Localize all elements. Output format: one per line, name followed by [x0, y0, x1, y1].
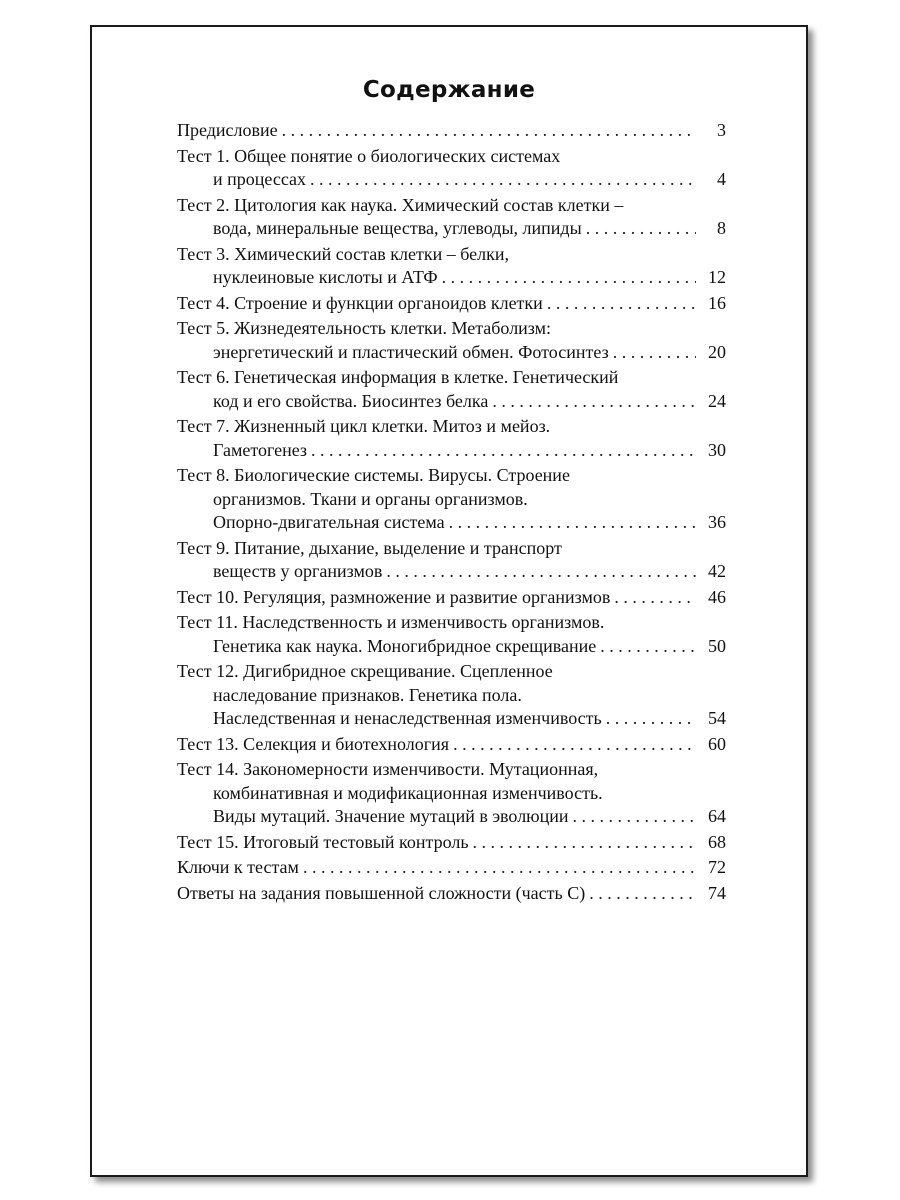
toc-entry-line [177, 537, 726, 561]
toc-entry-line [177, 292, 726, 316]
toc-page-number: 30 [708, 439, 726, 460]
toc-entry-line [177, 660, 726, 684]
toc-page-number: 16 [708, 292, 726, 313]
dot-leader [473, 831, 696, 855]
toc-entry [177, 856, 726, 880]
toc-entry-text: Тест 12. Дигибридное скрещивание. Сцепленное [177, 661, 553, 681]
toc-entry-continuation-line [177, 782, 726, 806]
toc-page-number: 4 [717, 169, 726, 189]
dot-leader [453, 733, 696, 757]
toc-entry [177, 660, 726, 731]
toc-page-number: 64 [708, 806, 726, 826]
toc-entry [177, 366, 726, 413]
toc-entry-continuation-line [177, 560, 726, 584]
toc-entry-line [177, 145, 726, 169]
toc-entry-continuation-line [177, 168, 726, 192]
dot-leader [311, 439, 696, 463]
dot-leader [589, 882, 696, 906]
toc-entry-line [177, 856, 726, 880]
toc-entry [177, 611, 726, 658]
toc-entry-text: вода, минеральные вещества, углеводы, липиды [213, 218, 582, 238]
toc-entry-text: и процессах [213, 169, 307, 189]
toc-entry-text: Наследственная и ненаследственная изменчивость [213, 708, 602, 728]
toc-entry-continuation-line [177, 439, 726, 463]
toc-entry-text: Тест 8. Биологические системы. Вирусы. Строение [177, 465, 570, 485]
toc-entry-line [177, 758, 726, 782]
toc-entry [177, 831, 726, 855]
dot-leader [442, 266, 696, 290]
toc-entry-line [177, 119, 726, 143]
toc-entry-line [177, 366, 726, 390]
book-page [90, 25, 808, 1177]
dot-leader [303, 856, 696, 880]
toc-entry-text: веществ у организмов [213, 561, 383, 581]
toc-entry-text: Виды мутаций. Значение мутаций в эволюции [213, 806, 569, 826]
toc-entry-text: Тест 3. Химический состав клетки – белки, [177, 243, 509, 264]
toc-page-number: 42 [708, 561, 726, 581]
toc-page-number: 20 [708, 341, 726, 362]
table-of-contents [177, 119, 726, 907]
toc-entry [177, 758, 726, 829]
toc-entry-continuation-line [177, 488, 726, 512]
toc-entry-text: Тест 11. Наследственность и изменчивость организмов. [177, 612, 605, 632]
dot-leader [449, 511, 696, 535]
toc-page-number: 74 [708, 882, 726, 903]
toc-entry [177, 733, 726, 757]
toc-entry-text: Генетика как наука. Моногибридное скрещивание [213, 635, 597, 656]
toc-entry [177, 415, 726, 462]
toc-entry-line [177, 733, 726, 757]
toc-entry-continuation-line [177, 511, 726, 535]
toc-entry-text: Тест 7. Жизненный цикл клетки. Митоз и мейоз. [177, 416, 551, 436]
dot-leader [586, 217, 696, 241]
toc-entry [177, 537, 726, 584]
toc-page-number: 50 [708, 635, 726, 656]
dot-leader [614, 586, 696, 610]
toc-entry-text: Тест 4. Строение и функции органоидов клетки [177, 292, 543, 313]
toc-entry-text: Предисловие [177, 120, 278, 140]
toc-entry-line [177, 882, 726, 906]
toc-entry-continuation-line [177, 635, 726, 659]
dot-leader [600, 635, 696, 659]
toc-page-number: 24 [708, 390, 726, 411]
toc-entry-text: Тест 5. Жизнедеятельность клетки. Метаболизм: [177, 318, 552, 338]
toc-entry-text: Тест 15. Итоговый тестовый контроль [177, 831, 469, 852]
dot-leader [310, 168, 696, 192]
toc-entry-line [177, 611, 726, 635]
toc-page-number: 12 [708, 267, 726, 287]
toc-entry-text: организмов. Ткани и органы организмов. [213, 488, 528, 509]
toc-entry [177, 145, 726, 192]
page-title: Содержание [362, 77, 536, 103]
toc-entry-text: Тест 14. Закономерности изменчивости. Мутационная, [177, 759, 599, 779]
toc-entry-text: Опорно-двигательная система [213, 512, 445, 532]
toc-entry-continuation-line [177, 266, 726, 290]
toc-entry [177, 292, 726, 316]
dot-leader [282, 119, 696, 143]
dot-leader [606, 707, 696, 731]
toc-entry-text: Ответы на задания повышенной сложности (часть С) [177, 882, 586, 903]
toc-entry [177, 882, 726, 906]
toc-entry-continuation-line [177, 390, 726, 414]
toc-entry-text: Тест 6. Генетическая информация в клетке. Генетический [177, 367, 619, 387]
toc-entry-line [177, 831, 726, 855]
toc-entry-continuation-line [177, 684, 726, 708]
dot-leader [613, 341, 696, 365]
toc-entry [177, 243, 726, 290]
dot-leader [386, 560, 696, 584]
toc-entry-text: комбинативная и модификационная изменчивость. [213, 782, 603, 803]
toc-entry-text: Тест 9. Питание, дыхание, выделение и транспорт [177, 537, 562, 558]
toc-entry-line [177, 464, 726, 488]
toc-entry-text: энергетический и пластический обмен. Фотосинтез [213, 341, 609, 362]
toc-entry-text: нуклеиновые кислоты и АТФ [213, 267, 438, 287]
toc-entry-line [177, 415, 726, 439]
toc-entry-text: Тест 2. Цитология как наука. Химический состав клетки – [177, 194, 624, 215]
toc-entry-continuation-line [177, 341, 726, 365]
toc-entry [177, 317, 726, 364]
toc-entry-line [177, 586, 726, 610]
toc-entry [177, 586, 726, 610]
toc-entry [177, 119, 726, 143]
toc-entry-text: код и его свойства. Биосинтез белка [213, 390, 489, 411]
toc-entry-continuation-line [177, 217, 726, 241]
toc-entry-continuation-line [177, 805, 726, 829]
toc-entry-line [177, 243, 726, 267]
toc-entry-continuation-line [177, 707, 726, 731]
toc-entry-line [177, 317, 726, 341]
toc-entry [177, 194, 726, 241]
toc-entry-text: Тест 10. Регуляция, размножение и развитие организмов [177, 586, 611, 607]
toc-page-number: 72 [708, 857, 726, 877]
toc-page-number: 8 [717, 218, 726, 238]
toc-entry-text: Тест 13. Селекция и биотехнология [177, 733, 450, 754]
dot-leader [547, 292, 696, 316]
toc-page-number: 68 [708, 831, 726, 852]
toc-page-number: 3 [717, 120, 726, 140]
toc-entry-text: Гаметогенез [213, 439, 308, 460]
toc-page-number: 46 [708, 586, 726, 607]
dot-leader [492, 390, 696, 414]
toc-page-number: 36 [708, 512, 726, 532]
toc-page-number: 54 [708, 708, 726, 728]
toc-entry-text: Тест 1. Общее понятие о биологических системах [177, 145, 561, 166]
toc-entry-line [177, 194, 726, 218]
toc-page-number: 60 [708, 733, 726, 754]
dot-leader [573, 805, 696, 829]
toc-entry-text: наследование признаков. Генетика пола. [213, 684, 522, 705]
toc-entry [177, 464, 726, 535]
toc-entry-text: Ключи к тестам [177, 857, 299, 877]
